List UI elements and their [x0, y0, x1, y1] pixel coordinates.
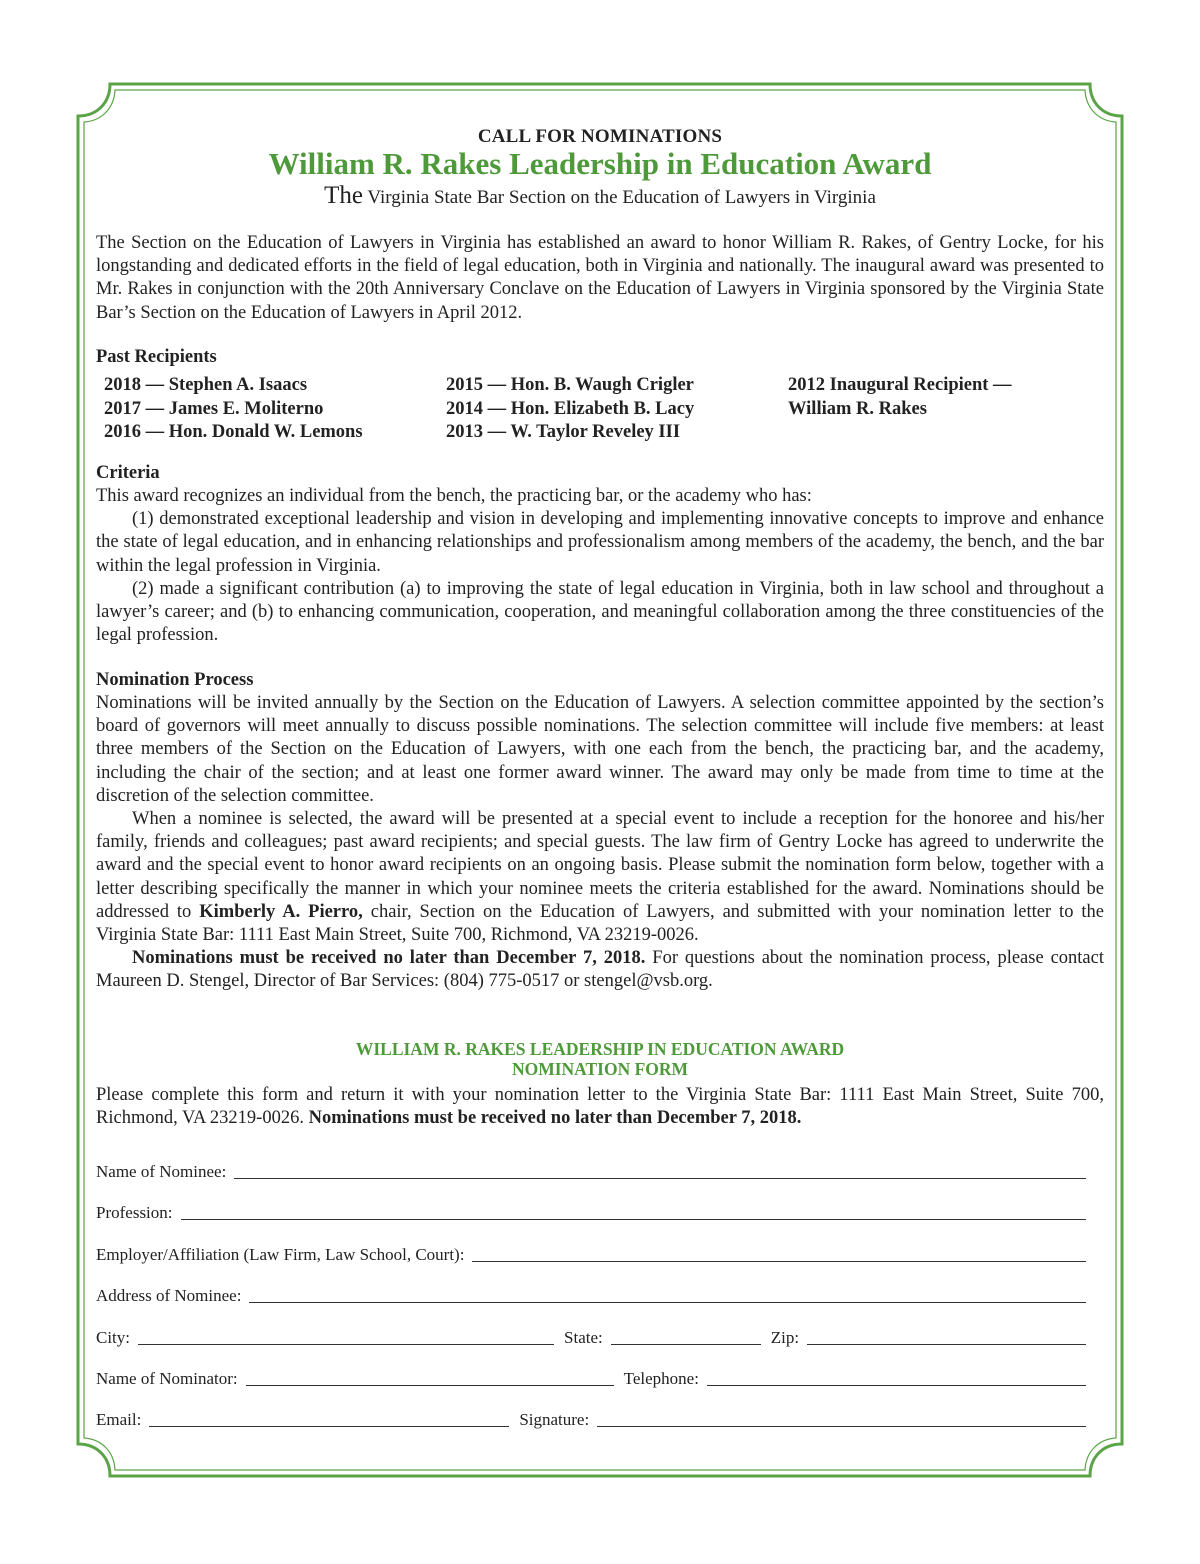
nominee-name-field[interactable]: [234, 1160, 1086, 1179]
recipient-2016: 2016 — Hon. Donald W. Lemons: [104, 422, 363, 442]
process-paragraph-3: [96, 947, 1104, 993]
criteria-item-1: (1) demonstrated exceptional leadership and vision in developing and implementing innovative concepts to improve and enhance the state of legal education, and in enhancing relationships and professionalism among members of the academy, the bench, and the bar within the legal profession in Virginia.: [96, 509, 1104, 576]
nominator-name-field[interactable]: [246, 1367, 614, 1386]
intro-paragraph: The Section on the Education of Lawyers in Virginia has established an award to honor William R. Rakes, of Gentry Locke, for his longstanding and dedicated efforts in the field of legal education, both in Virginia and nationally. The inaugural award was presented to Mr. Rakes in conjunction with the 20th Anniversary Conclave on the Education of Lawyers in Virginia sponsored by the Virginia State Bar’s Section on the Education of Lawyers in April 2012.: [96, 233, 1104, 323]
form-title-line-2: NOMINATION FORM: [511, 1059, 689, 1079]
recipient-2012-label: 2012 Inaugural Recipient —: [788, 375, 1012, 395]
recipients-column-1: [104, 374, 363, 445]
signature-label: Signature:: [519, 1410, 590, 1429]
signature-field[interactable]: [597, 1408, 1086, 1427]
state-field[interactable]: [611, 1326, 761, 1345]
subtitle-first-word: The: [324, 182, 363, 209]
profession-field[interactable]: [181, 1201, 1087, 1220]
subtitle-rest: Virginia State Bar Section on the Education of Lawyers in Virginia: [362, 187, 876, 208]
nominator-row: [96, 1365, 1086, 1389]
nominee-name-label: Name of Nominee:: [96, 1162, 227, 1181]
form-instructions-text: Please complete this form and return it with your nomination letter to the Virginia State Bar: 1111 East Main Street, Suite 700, Richmond, VA 23219-0026.: [96, 1085, 1104, 1129]
chair-name: Kimberly A. Pierro,: [199, 901, 363, 922]
telephone-field[interactable]: [707, 1367, 1086, 1386]
state-label: State:: [564, 1328, 603, 1347]
recipients-column-3: [788, 374, 1012, 421]
city-label: City:: [96, 1328, 131, 1347]
nomination-process-heading: Nomination Process: [96, 670, 254, 690]
employer-row: [96, 1241, 1086, 1265]
criteria-body: [96, 485, 1104, 647]
process-p2-end: chair, Section on the Education of Lawyers, and submitted with your nomination letter to the Virginia State Bar: 1111 East Main Street, Suite 700, Richmond, VA 23219-0026.: [96, 901, 1104, 946]
city-state-zip-row: [96, 1324, 1086, 1348]
process-p2-start: When a nominee is selected, the award will be presented at a special event to include a reception for the honoree and his/her family, friends and colleagues; past award recipients; and special guests. The law firm of Gentry Locke has agreed to underwrite the award and the special event to honor award recipients on an ongoing basis. Please submit the nomination form below, together with a letter describing specifically the manner in which your nominee meets the criteria established for the award. Nominations should be addressed to: [96, 809, 1104, 922]
email-label: Email:: [96, 1410, 142, 1429]
nominator-name-label: Name of Nominator:: [96, 1369, 238, 1388]
contact-info: For questions about the nomination process, please contact Maureen D. Stengel, Director of Bar Services: (804) 775-0517 or stengel@vsb.org.: [96, 948, 1104, 992]
email-field[interactable]: [149, 1408, 509, 1427]
form-deadline: Nominations must be received no later than December 7, 2018.: [308, 1108, 802, 1129]
address-field[interactable]: [249, 1284, 1086, 1303]
award-title: William R. Rakes Leadership in Education Award: [268, 146, 932, 181]
zip-label: Zip:: [770, 1328, 800, 1347]
address-row: [96, 1282, 1086, 1306]
email-signature-row: [96, 1406, 1086, 1430]
recipient-2017: 2017 — James E. Moliterno: [104, 398, 324, 419]
form-instructions: [96, 1084, 1104, 1130]
process-paragraph-2: [96, 808, 1104, 947]
deadline-notice: Nominations must be received no later than December 7, 2018.: [132, 948, 646, 969]
call-for-nominations-label: CALL FOR NOMINATIONS: [477, 126, 723, 147]
employer-field[interactable]: [472, 1243, 1086, 1262]
criteria-lead: This award recognizes an individual from the bench, the practicing bar, or the academy who has:: [96, 486, 812, 506]
address-label: Address of Nominee:: [96, 1286, 242, 1305]
past-recipients-heading: Past Recipients: [96, 347, 217, 367]
award-subtitle: [0, 182, 1200, 210]
recipients-column-2: [446, 374, 694, 445]
recipient-2018: 2018 — Stephen A. Isaacs: [104, 375, 308, 395]
zip-field[interactable]: [807, 1326, 1086, 1345]
profession-row: [96, 1199, 1086, 1223]
recipient-2014: 2014 — Hon. Elizabeth B. Lacy: [446, 398, 695, 419]
form-title: [0, 1039, 1200, 1079]
nominee-name-row: [96, 1158, 1086, 1182]
form-title-line-1: WILLIAM R. RAKES LEADERSHIP IN EDUCATION AWARD: [355, 1039, 845, 1059]
recipient-2012-name: William R. Rakes: [788, 398, 927, 419]
employer-label: Employer/Affiliation (Law Firm, Law School, Court):: [96, 1245, 465, 1264]
profession-label: Profession:: [96, 1203, 173, 1222]
recipient-2015: 2015 — Hon. B. Waugh Crigler: [446, 375, 694, 395]
recipient-2013: 2013 — W. Taylor Reveley III: [446, 422, 681, 442]
criteria-item-2: (2) made a significant contribution (a) to improving the state of legal education in Virginia, both in law school and throughout a lawyer’s career; and (b) to enhancing communication, cooperation, and meaningful collaboration among the three constituencies of the legal profession.: [96, 578, 1104, 646]
city-field[interactable]: [138, 1326, 554, 1345]
nomination-process-body: [96, 692, 1104, 994]
criteria-heading: Criteria: [96, 463, 160, 483]
telephone-label: Telephone:: [623, 1369, 699, 1388]
process-paragraph-1: Nominations will be invited annually by the Section on the Education of Lawyers. A selection committee appointed by the section’s board of governors will meet annually to discuss possible nominations. The selection committee will include five members: at least three members of the Section on the Education of Lawyers, with one each from the bench, the practicing bar, and the academy, including the chair of the section; and at least one former award winner. The award may only be made from time to time at the discretion of the selection committee.: [96, 693, 1104, 806]
